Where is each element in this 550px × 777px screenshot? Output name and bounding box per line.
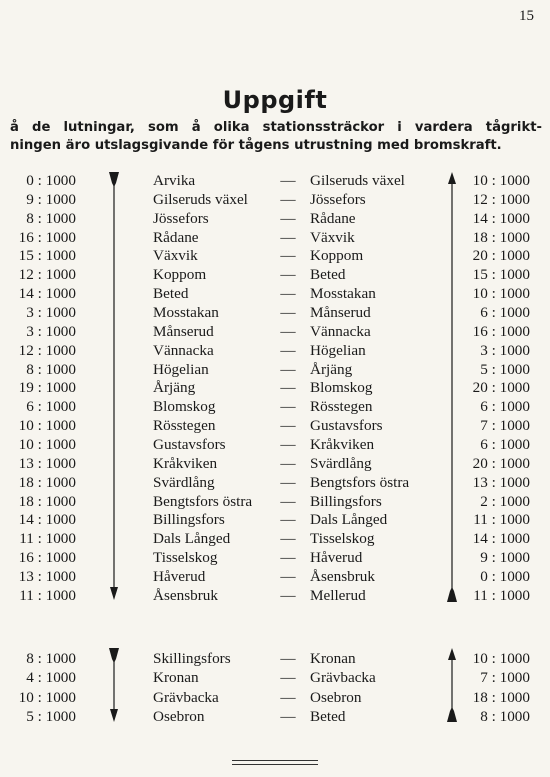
from-station: Skillingsfors	[153, 650, 231, 667]
gradient-up: 8 : 1000	[480, 707, 530, 725]
dash: —	[280, 209, 296, 227]
gradient-down: 19 : 1000	[18, 379, 76, 397]
from-station: Årjäng	[153, 379, 196, 397]
table-row	[0, 473, 550, 492]
to-station: Gilseruds växel	[310, 172, 405, 189]
from-station: Vännacka	[153, 341, 214, 359]
gradient-up: 16 : 1000	[472, 322, 530, 340]
dash: —	[280, 304, 296, 322]
table-row	[0, 649, 550, 668]
table-row	[0, 510, 550, 529]
gradient-down: 0 : 1000	[26, 172, 76, 189]
from-station: Osebron	[153, 707, 205, 725]
dash: —	[280, 436, 296, 454]
table-row	[0, 265, 550, 284]
gradient-down: 12 : 1000	[18, 266, 76, 284]
gradient-up: 18 : 1000	[472, 228, 530, 246]
footer-rule	[232, 760, 318, 761]
dash: —	[280, 322, 296, 340]
dash: —	[280, 247, 296, 265]
gradient-down: 16 : 1000	[18, 228, 76, 246]
gradient-up: 11 : 1000	[473, 511, 530, 529]
dash: —	[280, 285, 296, 303]
table-row	[0, 567, 550, 586]
from-station: Kråkviken	[153, 454, 218, 472]
to-station: Mosstakan	[310, 285, 376, 303]
gradient-down: 11 : 1000	[19, 530, 76, 548]
dash: —	[280, 586, 296, 604]
to-station: Vännacka	[310, 322, 371, 340]
to-station: Rådane	[310, 209, 356, 227]
gradient-down: 18 : 1000	[18, 492, 76, 510]
gradient-up: 10 : 1000	[472, 172, 530, 189]
gradient-down: 6 : 1000	[26, 398, 76, 416]
table-row	[0, 190, 550, 209]
table-row	[0, 707, 550, 726]
footer-rule	[232, 764, 318, 765]
gradient-down: 14 : 1000	[18, 285, 76, 303]
to-station: Svärdlång	[310, 454, 372, 472]
gradient-up: 12 : 1000	[472, 190, 530, 208]
gradient-up: 20 : 1000	[472, 454, 530, 472]
gradient-up: 7 : 1000	[480, 669, 530, 687]
dash: —	[280, 379, 296, 397]
to-station: Årjäng	[310, 360, 353, 378]
gradient-down: 16 : 1000	[18, 549, 76, 567]
gradient-down: 8 : 1000	[26, 650, 76, 667]
subtitle-line-2: ningen äro utslagsgivande för tågens utrustning med bromskraft.	[10, 138, 502, 153]
to-station: Beted	[310, 707, 346, 725]
to-station: Koppom	[310, 247, 364, 265]
table-row	[0, 548, 550, 567]
page-number: 15	[519, 8, 534, 24]
dash: —	[280, 417, 296, 435]
gradient-down: 15 : 1000	[18, 247, 76, 265]
dash: —	[280, 398, 296, 416]
to-station: Månserud	[310, 304, 371, 322]
from-station: Högelian	[153, 360, 209, 378]
to-station: Grävbacka	[310, 669, 376, 687]
gradient-down: 10 : 1000	[18, 688, 76, 706]
dash: —	[280, 172, 296, 189]
gradient-up: 6 : 1000	[480, 304, 530, 322]
dash: —	[280, 511, 296, 529]
table-row	[0, 416, 550, 435]
gradient-down: 18 : 1000	[18, 473, 76, 491]
from-station: Svärdlång	[153, 473, 215, 491]
to-station: Tisselskog	[310, 530, 375, 548]
gradient-up: 5 : 1000	[480, 360, 530, 378]
gradient-down: 9 : 1000	[26, 190, 76, 208]
dash: —	[280, 341, 296, 359]
to-station: Högelian	[310, 341, 366, 359]
gradient-down: 10 : 1000	[18, 417, 76, 435]
to-station: Kronan	[310, 650, 356, 667]
from-station: Rådane	[153, 228, 199, 246]
table-row	[0, 341, 550, 360]
to-station: Dals Långed	[310, 511, 388, 529]
table-row	[0, 303, 550, 322]
gradient-up: 2 : 1000	[480, 492, 530, 510]
up-direction-arrow-icon	[444, 170, 460, 604]
dash: —	[280, 454, 296, 472]
subtitle	[10, 119, 542, 155]
to-station: Beted	[310, 266, 346, 284]
gradient-down: 14 : 1000	[18, 511, 76, 529]
to-station: Växvik	[310, 228, 355, 246]
gradient-up: 20 : 1000	[472, 379, 530, 397]
to-station: Rösstegen	[310, 398, 373, 416]
table-row	[0, 454, 550, 473]
to-station: Jössefors	[310, 190, 366, 208]
dash: —	[280, 360, 296, 378]
to-station: Gustavsfors	[310, 417, 383, 435]
to-station: Kråkviken	[310, 436, 375, 454]
table-row	[0, 209, 550, 228]
page-title: Uppgift	[222, 86, 328, 114]
dash: —	[280, 688, 296, 706]
from-station: Beted	[153, 285, 189, 303]
from-station: Mosstakan	[153, 304, 219, 322]
to-station: Bengtsfors östra	[310, 473, 410, 491]
to-station: Blomskog	[310, 379, 373, 397]
dash: —	[280, 492, 296, 510]
gradient-up: 9 : 1000	[480, 549, 530, 567]
dash: —	[280, 650, 296, 667]
gradient-down: 13 : 1000	[18, 568, 76, 586]
to-station: Billingsfors	[310, 492, 382, 510]
from-station: Dals Långed	[153, 530, 231, 548]
gradient-down: 11 : 1000	[19, 586, 76, 604]
from-station: Grävbacka	[153, 688, 219, 706]
table-row	[0, 322, 550, 341]
dash: —	[280, 549, 296, 567]
table-row	[0, 246, 550, 265]
table-row	[0, 397, 550, 416]
down-direction-arrow-icon	[106, 646, 122, 724]
gradient-up: 6 : 1000	[480, 398, 530, 416]
dash: —	[280, 707, 296, 725]
from-station: Billingsfors	[153, 511, 225, 529]
table-row	[0, 668, 550, 687]
from-station: Månserud	[153, 322, 214, 340]
from-station: Rösstegen	[153, 417, 216, 435]
gradient-up: 10 : 1000	[472, 285, 530, 303]
to-station: Mellerud	[310, 586, 366, 604]
gradient-down: 8 : 1000	[26, 360, 76, 378]
subtitle-line-1: å de lutningar, som å olika stationssträckor i vardera tågrikt-	[10, 120, 542, 135]
dash: —	[280, 190, 296, 208]
to-station: Håverud	[310, 549, 363, 567]
table-row	[0, 228, 550, 247]
from-station: Åsensbruk	[153, 586, 218, 604]
dash: —	[280, 473, 296, 491]
from-station: Växvik	[153, 247, 198, 265]
gradient-up: 10 : 1000	[472, 650, 530, 667]
gradient-up: 7 : 1000	[480, 417, 530, 435]
gradient-down: 10 : 1000	[18, 436, 76, 454]
dash: —	[280, 228, 296, 246]
gradient-up: 6 : 1000	[480, 436, 530, 454]
from-station: Jössefors	[153, 209, 209, 227]
gradient-up: 3 : 1000	[480, 341, 530, 359]
table-row	[0, 360, 550, 379]
from-station: Gilseruds växel	[153, 190, 248, 208]
dash: —	[280, 266, 296, 284]
dash: —	[280, 530, 296, 548]
dash: —	[280, 568, 296, 586]
from-station: Håverud	[153, 568, 206, 586]
gradient-down: 13 : 1000	[18, 454, 76, 472]
from-station: Koppom	[153, 266, 207, 284]
to-station: Åsensbruk	[310, 568, 375, 586]
up-direction-arrow-icon	[444, 646, 460, 724]
gradient-down: 8 : 1000	[26, 209, 76, 227]
table-row	[0, 378, 550, 397]
gradient-up: 20 : 1000	[472, 247, 530, 265]
table-row	[0, 688, 550, 707]
from-station: Tisselskog	[153, 549, 218, 567]
gradient-up: 14 : 1000	[472, 209, 530, 227]
table-row	[0, 435, 550, 454]
to-station: Osebron	[310, 688, 362, 706]
table-row	[0, 171, 550, 190]
from-station: Blomskog	[153, 398, 216, 416]
gradient-down: 12 : 1000	[18, 341, 76, 359]
from-station: Kronan	[153, 669, 199, 687]
gradient-up: 18 : 1000	[472, 688, 530, 706]
dash: —	[280, 669, 296, 687]
from-station: Bengtsfors östra	[153, 492, 253, 510]
table-row	[0, 529, 550, 548]
table-row	[0, 284, 550, 303]
gradient-down: 4 : 1000	[26, 669, 76, 687]
gradient-up: 11 : 1000	[473, 586, 530, 604]
gradient-down: 5 : 1000	[26, 707, 76, 725]
gradient-down: 3 : 1000	[26, 322, 76, 340]
down-direction-arrow-icon	[106, 170, 122, 604]
from-station: Arvika	[153, 172, 196, 189]
from-station: Gustavsfors	[153, 436, 226, 454]
gradient-up: 14 : 1000	[472, 530, 530, 548]
gradient-up: 13 : 1000	[472, 473, 530, 491]
table-row	[0, 586, 550, 605]
gradient-up: 15 : 1000	[472, 266, 530, 284]
gradient-down: 3 : 1000	[26, 304, 76, 322]
gradient-up: 0 : 1000	[480, 568, 530, 586]
table-row	[0, 492, 550, 511]
